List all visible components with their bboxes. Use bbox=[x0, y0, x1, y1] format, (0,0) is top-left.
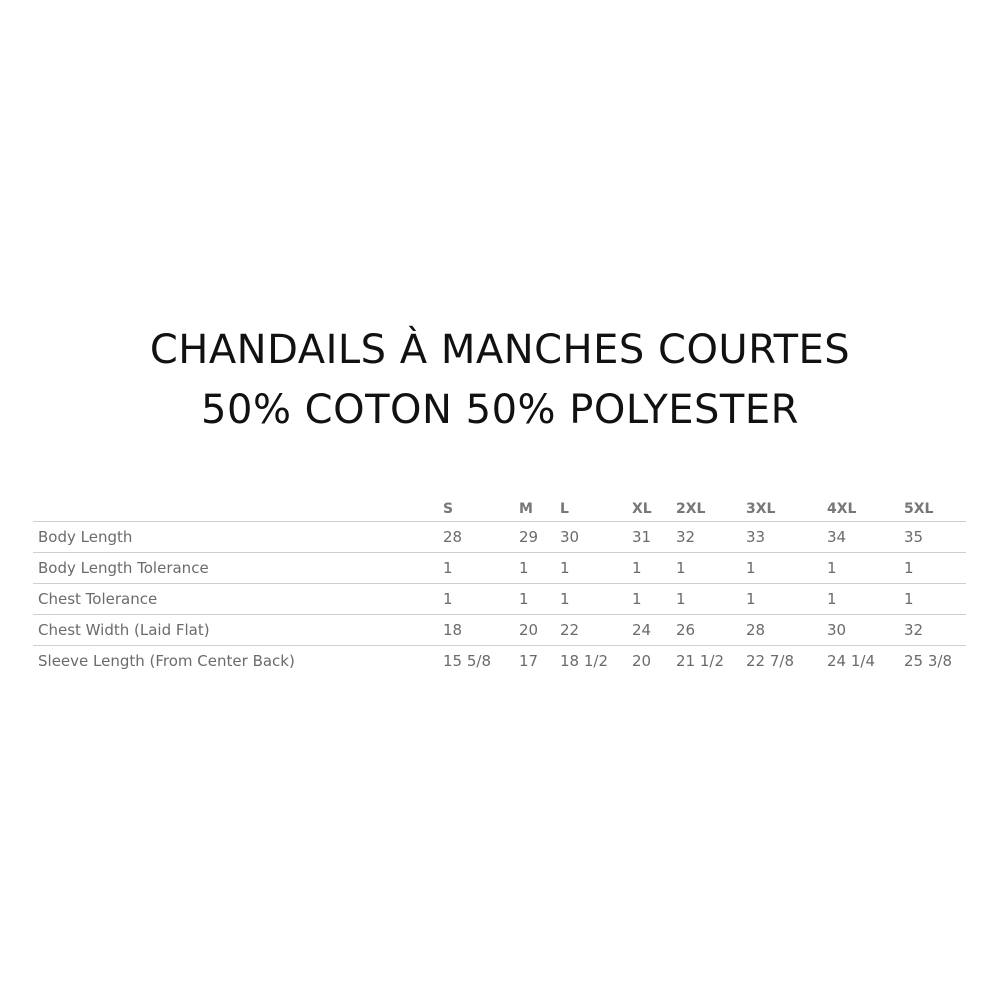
table-cell: 30 bbox=[560, 522, 632, 553]
header-label-cell bbox=[33, 497, 443, 522]
table-cell: 1 bbox=[904, 553, 966, 584]
table-row bbox=[33, 553, 966, 584]
table-cell: 1 bbox=[443, 553, 519, 584]
table-cell: 1 bbox=[560, 584, 632, 615]
table-row bbox=[33, 615, 966, 646]
table-cell: 24 bbox=[632, 615, 676, 646]
size-header-xl: XL bbox=[632, 497, 676, 522]
row-label: Sleeve Length (From Center Back) bbox=[38, 652, 295, 670]
size-header-5xl: 5XL bbox=[904, 497, 966, 522]
row-label: Body Length Tolerance bbox=[33, 553, 443, 584]
table-cell: 35 bbox=[904, 522, 966, 553]
table-cell: 25 3/8 bbox=[904, 652, 952, 670]
table-cell: 1 bbox=[746, 553, 827, 584]
table-cell: 30 bbox=[827, 615, 904, 646]
size-header-2xl: 2XL bbox=[676, 497, 746, 522]
size-header-3xl: 3XL bbox=[746, 497, 827, 522]
row-label: Chest Width (Laid Flat) bbox=[33, 615, 443, 646]
table-cell: 1 bbox=[676, 584, 746, 615]
table-cell: 28 bbox=[443, 522, 519, 553]
table-cell: 1 bbox=[746, 584, 827, 615]
table-cell: 26 bbox=[676, 615, 746, 646]
table-cell: 1 bbox=[519, 553, 560, 584]
table-cell: 18 1/2 bbox=[560, 652, 608, 670]
table-cell: 31 bbox=[632, 522, 676, 553]
table-cell: 1 bbox=[519, 584, 560, 615]
table-cell: 28 bbox=[746, 615, 827, 646]
size-header-l: L bbox=[560, 497, 632, 522]
table-cell: 18 bbox=[443, 615, 519, 646]
table-cell: 1 bbox=[904, 584, 966, 615]
size-header-m: M bbox=[519, 497, 560, 522]
page-title bbox=[0, 320, 1000, 440]
table-row bbox=[33, 646, 966, 677]
table-cell: 20 bbox=[519, 615, 560, 646]
title-line-1: CHANDAILS À MANCHES COURTES bbox=[149, 327, 851, 373]
table-cell: 1 bbox=[632, 553, 676, 584]
size-header-4xl: 4XL bbox=[827, 497, 904, 522]
row-label: Chest Tolerance bbox=[33, 584, 443, 615]
table-cell: 1 bbox=[443, 584, 519, 615]
table-cell: 1 bbox=[560, 553, 632, 584]
table-cell: 1 bbox=[827, 584, 904, 615]
table-cell: 24 1/4 bbox=[827, 652, 875, 670]
row-label: Body Length bbox=[33, 522, 443, 553]
table-cell: 20 bbox=[632, 652, 652, 670]
table-cell: 34 bbox=[827, 522, 904, 553]
table-cell: 21 1/2 bbox=[676, 652, 724, 670]
size-header-row bbox=[33, 497, 966, 522]
size-chart-table bbox=[33, 497, 966, 676]
table-row bbox=[33, 522, 966, 553]
size-header-s: S bbox=[443, 497, 519, 522]
table-cell: 1 bbox=[827, 553, 904, 584]
table-cell: 22 7/8 bbox=[746, 652, 794, 670]
table-cell: 32 bbox=[676, 522, 746, 553]
table-cell: 17 bbox=[519, 652, 539, 670]
table-cell: 29 bbox=[519, 522, 560, 553]
title-line-2: 50% COTON 50% POLYESTER bbox=[201, 387, 799, 433]
table-cell: 22 bbox=[560, 615, 632, 646]
table-cell: 1 bbox=[676, 553, 746, 584]
table-cell: 1 bbox=[632, 584, 676, 615]
table-cell: 33 bbox=[746, 522, 827, 553]
table-cell: 15 5/8 bbox=[443, 652, 491, 670]
table-cell: 32 bbox=[904, 615, 966, 646]
table-row bbox=[33, 584, 966, 615]
